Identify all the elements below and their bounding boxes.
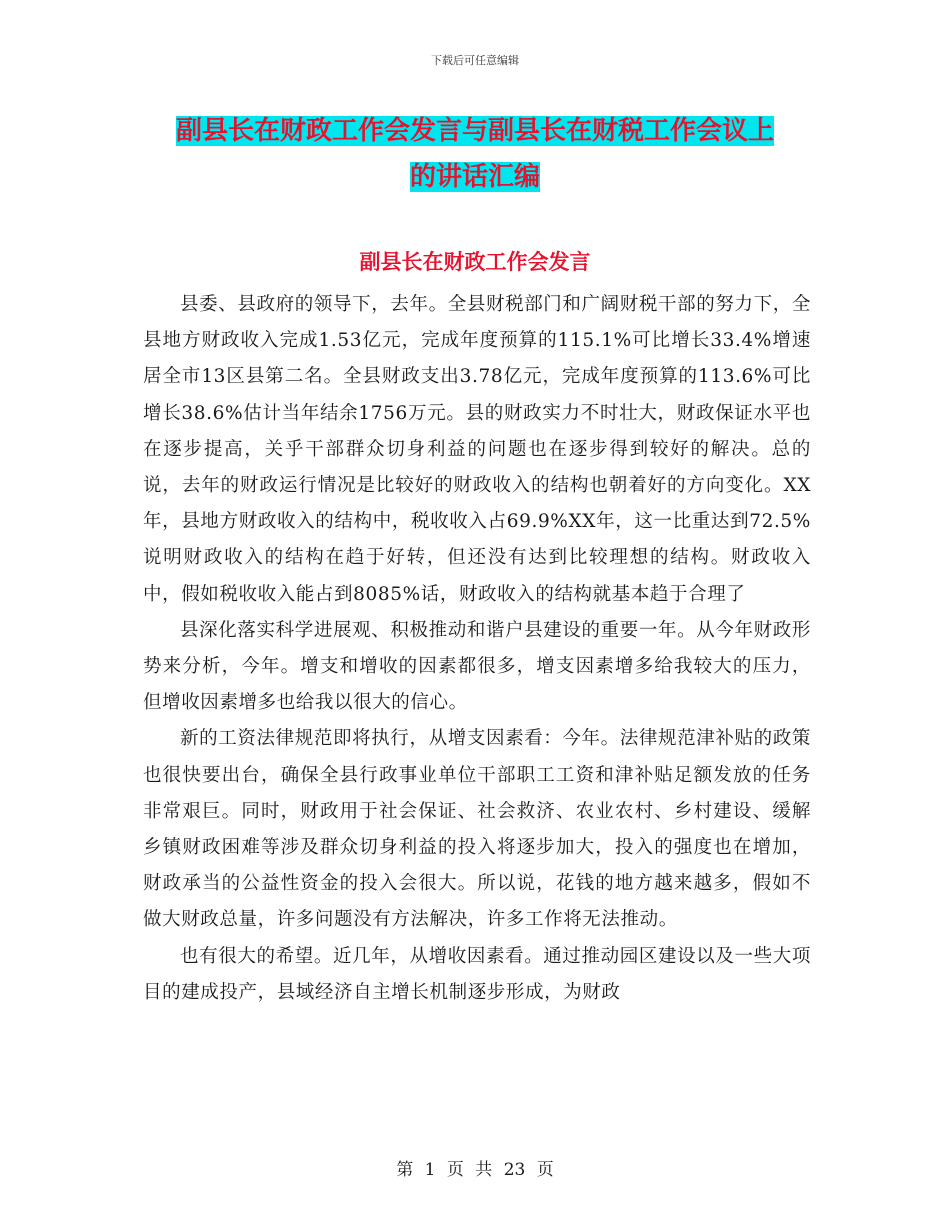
document-title: [140, 108, 810, 200]
document-title-line-1: 副县长在财政工作会发言与副县长在财税工作会议上: [175, 116, 774, 146]
page-header-note: 下载后可任意编辑: [431, 54, 519, 67]
section-title: 副县长在财政工作会发言: [359, 250, 591, 274]
page-number-footer: 第 1 页 共 23 页: [396, 1160, 554, 1180]
paragraph: 新的工资法律规范即将执行，从增支因素看：今年。法律规范津补贴的政策也很快要出台，确保全县行政事业单位干部职工工资和津补贴足额发放的任务非常艰巨。同时，财政用于社会保证、社会救济、农业农村、乡村建设、缓解乡镇财政困难等涉及群众切身利益的投入将逐步加大，投入的强度也在增加，财政承当的公益性资金的投入会很大。所以说，花钱的地方越来越多，假如不做大财政总量，许多问题没有方法解决，许多工作将无法推动。: [143, 728, 811, 931]
document-title-line-2: 的讲话汇编: [409, 162, 540, 192]
paragraph: 也有很大的希望。近几年，从增收因素看。通过推动园区建设以及一些大项目的建成投产，县域经济自主增长机制逐步形成，为财政: [143, 945, 811, 1003]
document-body: [143, 287, 811, 1011]
paragraph: 县委、县政府的领导下，去年。全县财税部门和广阔财税干部的努力下，全县地方财政收入完成1.53亿元，完成年度预算的115.1%可比增长33.4%增速居全市13区县第二名。全县财政支出3.78亿元，完成年度预算的113.6%可比增长38.6%估计当年结余1756万元。县的财政实力不时壮大，财政保证水平也在逐步提高，关乎干部群众切身利益的问题也在逐步得到较好的解决。总的说，去年的财政运行情况是比较好的财政收入的结构也朝着好的方向变化。XX年，县地方财政收入的结构中，税收收入占69.9%XX年，这一比重达到72.5%说明财政收入的结构在趋于好转，但还没有达到比较理想的结构。财政收入中，假如税收收入能占到8085%话，财政收入的结构就基本趋于合理了: [143, 294, 811, 605]
paragraph: 县深化落实科学进展观、积极推动和谐户县建设的重要一年。从今年财政形势来分析，今年。增支和增收的因素都很多，增支因素增多给我较大的压力，但增收因素增多也给我以很大的信心。: [143, 619, 811, 714]
